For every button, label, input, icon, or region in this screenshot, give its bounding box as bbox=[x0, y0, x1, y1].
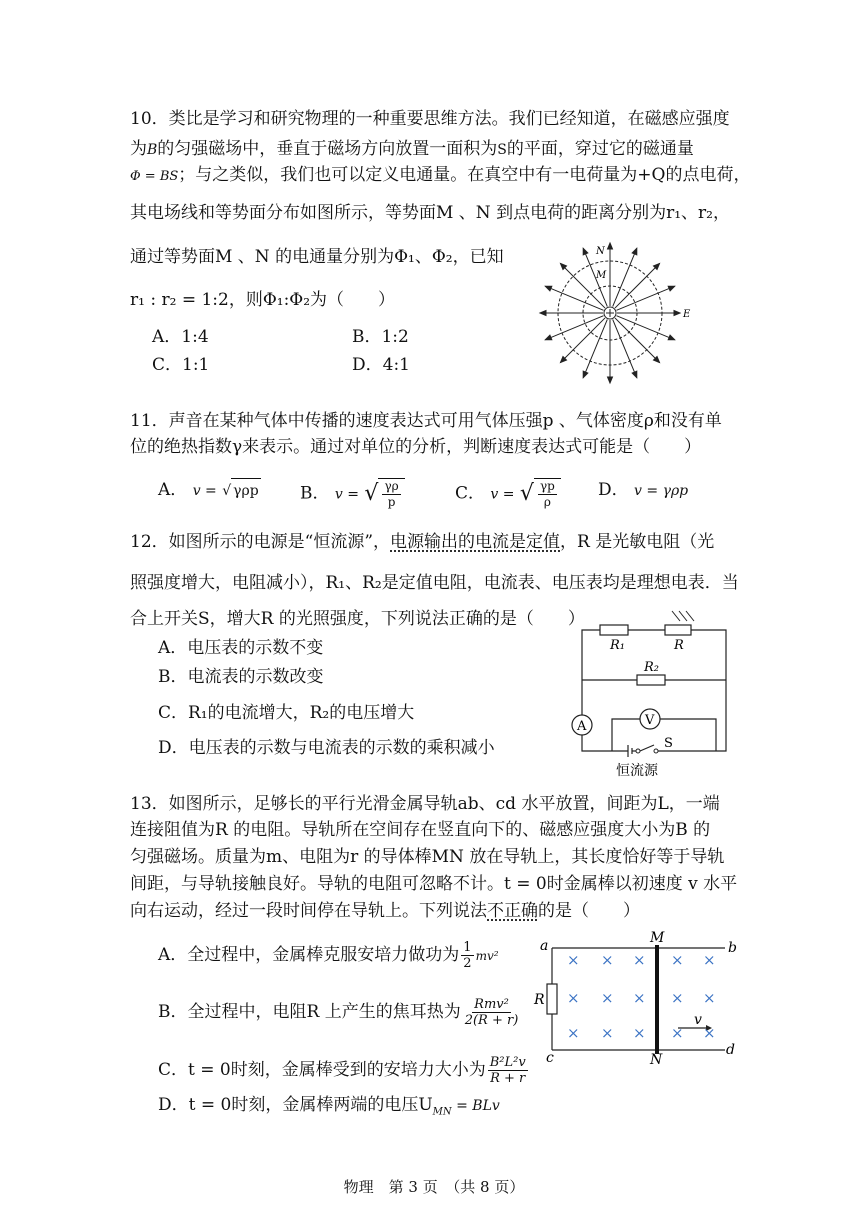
svg-text:S: S bbox=[664, 736, 673, 751]
resistor-r2 bbox=[637, 675, 665, 685]
field-arrowhead bbox=[674, 311, 680, 316]
q10-line-6: r₁ : r₂ = 1:2，则Φ₁:Φ₂为（ ） bbox=[130, 290, 396, 310]
rail-resistor bbox=[547, 984, 557, 1014]
q11-option-a: A． v = √ γρp bbox=[158, 478, 261, 503]
page-footer: 物理 第 3 页 （共 8 页） bbox=[343, 1178, 525, 1196]
q11-line-2: 位的绝热指数γ来表示。通过对单位的分析，判断速度表达式可能是（ ） bbox=[130, 437, 702, 457]
svg-text:R: R bbox=[674, 638, 684, 653]
magnetic-field-cross: × bbox=[633, 989, 646, 1007]
q12-option-a: A．电压表的示数不变 bbox=[158, 638, 324, 658]
svg-text:c: c bbox=[546, 1050, 554, 1066]
svg-text:恒流源: 恒流源 bbox=[616, 763, 658, 779]
q10-line-2: 为B的匀强磁场中，垂直于磁场方向放置一面积为S的平面，穿过它的磁通量 bbox=[130, 139, 694, 159]
magnetic-field-cross: × bbox=[671, 989, 684, 1007]
magnetic-field-cross: × bbox=[633, 1024, 646, 1042]
q10-line-5: 通过等势面M 、N 的电通量分别为Φ₁、Φ₂，已知 bbox=[130, 247, 504, 267]
magnetic-field-cross: × bbox=[633, 951, 646, 969]
field-arrowhead bbox=[540, 311, 546, 316]
q11-option-c: C． v = √ $\frac{\gamma p}{\rho}$ bbox=[455, 478, 561, 510]
label-n: N bbox=[596, 246, 605, 257]
svg-text:R: R bbox=[534, 992, 545, 1008]
q12-option-b: B．电流表的示数改变 bbox=[158, 667, 324, 687]
q10-option-c: C．1:1 bbox=[152, 355, 210, 375]
field-arrowhead bbox=[545, 286, 552, 291]
q13-line-4: 间距，与导轨接触良好。导轨的电阻可忽略不计。t = 0时金属棒以初速度 v 水平 bbox=[130, 874, 738, 894]
q10-option-a: A．1:4 bbox=[152, 327, 209, 347]
photoresistor-r bbox=[665, 625, 691, 635]
label-m: M bbox=[596, 270, 607, 281]
field-arrowhead bbox=[632, 371, 637, 378]
q10-option-b: B．1:2 bbox=[352, 327, 409, 347]
resistor-r1 bbox=[600, 625, 628, 635]
field-arrowhead bbox=[668, 335, 675, 340]
magnetic-field-cross: × bbox=[671, 1024, 684, 1042]
magnetic-field-cross: × bbox=[703, 989, 716, 1007]
field-arrowhead bbox=[583, 248, 588, 254]
svg-text:b: b bbox=[728, 940, 737, 956]
electric-field-figure bbox=[532, 238, 702, 386]
q10-line-1: 10．类比是学习和研究物理的一种重要思维方法。我们已经知道，在磁感应强度 bbox=[130, 109, 730, 129]
q13-line-3: 匀强磁场。质量为m、电阻为r 的导体棒MN 放在导轨上，其长度恰好等于导轨 bbox=[130, 847, 725, 867]
svg-text:R₂: R₂ bbox=[644, 660, 659, 675]
field-arrowhead bbox=[545, 335, 552, 340]
q12-line-1: 12．如图所示的电源是“恒流源”，电源输出的电流是定值，R 是光敏电阻（光 bbox=[130, 532, 715, 552]
magnetic-field-cross: × bbox=[567, 951, 580, 969]
q11-option-b: B． v = √ $\frac{\gamma\rho}{p}$ bbox=[300, 478, 405, 510]
magnetic-field-cross: × bbox=[601, 951, 614, 969]
svg-text:M: M bbox=[650, 930, 665, 946]
q12-line-3: 合上开关S，增大R 的光照强度，下列说法正确的是（ ） bbox=[130, 609, 585, 629]
magnetic-field-cross: × bbox=[671, 951, 684, 969]
svg-text:V: V bbox=[645, 713, 655, 728]
q13-option-c: C．t = 0时刻，金属棒受到的安培力大小为 $\frac{\text{B²L²v}}{R + r}$ bbox=[158, 1055, 526, 1086]
field-arrowhead bbox=[608, 243, 613, 249]
magnetic-field-cross: × bbox=[703, 1024, 716, 1042]
q13-line-5: 向右运动，经过一段时间停在导轨上。下列说法不正确的是（ ） bbox=[130, 901, 640, 921]
q13-line-1: 13．如图所示，足够长的平行光滑金属导轨ab、cd 水平放置，间距为L，一端 bbox=[130, 794, 720, 814]
q13-option-a: A．全过程中，金属棒克服安培力做功为 $\frac{1}{2}$ mv² bbox=[158, 940, 499, 971]
svg-text:R₁: R₁ bbox=[610, 638, 625, 653]
magnetic-field-cross: × bbox=[567, 989, 580, 1007]
q10-line-3: Φ = BS；与之类似，我们也可以定义电通量。在真空中有一电荷量为+Q的点电荷， bbox=[130, 165, 751, 185]
q12-line-2: 照强度增大，电阻减小），R₁、R₂是定值电阻，电流表、电压表均是理想电表．当 bbox=[130, 573, 739, 593]
svg-text:d: d bbox=[726, 1042, 735, 1058]
magnetic-field-cross: × bbox=[601, 1024, 614, 1042]
q12-option-c: C．R₁的电流增大，R₂的电压增大 bbox=[158, 703, 415, 723]
svg-text:N: N bbox=[650, 1052, 663, 1068]
q13-option-d: D．t = 0时刻，金属棒两端的电压$U_{MN}$ = BLv bbox=[158, 1095, 500, 1118]
svg-text:v: v bbox=[694, 1012, 702, 1028]
field-arrowhead bbox=[583, 371, 588, 378]
q11-option-d: D． v = γρp bbox=[598, 480, 689, 500]
q13-option-b: B．全过程中，电阻R 上产生的焦耳热为 $\frac{\text{Rmv²}}{2(R + r)}$ bbox=[158, 997, 519, 1028]
rail-and-rod-figure bbox=[530, 928, 740, 1068]
constant-current-circuit-figure bbox=[568, 605, 743, 780]
magnetic-field-cross: × bbox=[601, 989, 614, 1007]
q13-line-2: 连接阻值为R 的电阻。导轨所在空间存在竖直向下的、磁感应强度大小为B 的 bbox=[130, 820, 711, 840]
q11-line-1: 11．声音在某种气体中传播的速度表达式可用气体压强p 、气体密度ρ和没有单 bbox=[130, 411, 722, 431]
svg-text:A: A bbox=[577, 719, 587, 734]
field-arrowhead bbox=[632, 248, 637, 254]
q10-line-4: 其电场线和等势面分布如图所示，等势面M 、N 到点电荷的距离分别为r₁、r₂， bbox=[130, 203, 730, 223]
field-arrowhead bbox=[668, 286, 675, 291]
q12-option-d: D．电压表的示数与电流表的示数的乘积减小 bbox=[158, 738, 495, 758]
q10-option-d: D．4:1 bbox=[352, 355, 410, 375]
magnetic-field-cross: × bbox=[567, 1024, 580, 1042]
field-arrowhead bbox=[608, 377, 613, 383]
magnetic-field-cross: × bbox=[703, 951, 716, 969]
svg-text:a: a bbox=[540, 938, 549, 954]
label-e: E bbox=[683, 309, 691, 320]
